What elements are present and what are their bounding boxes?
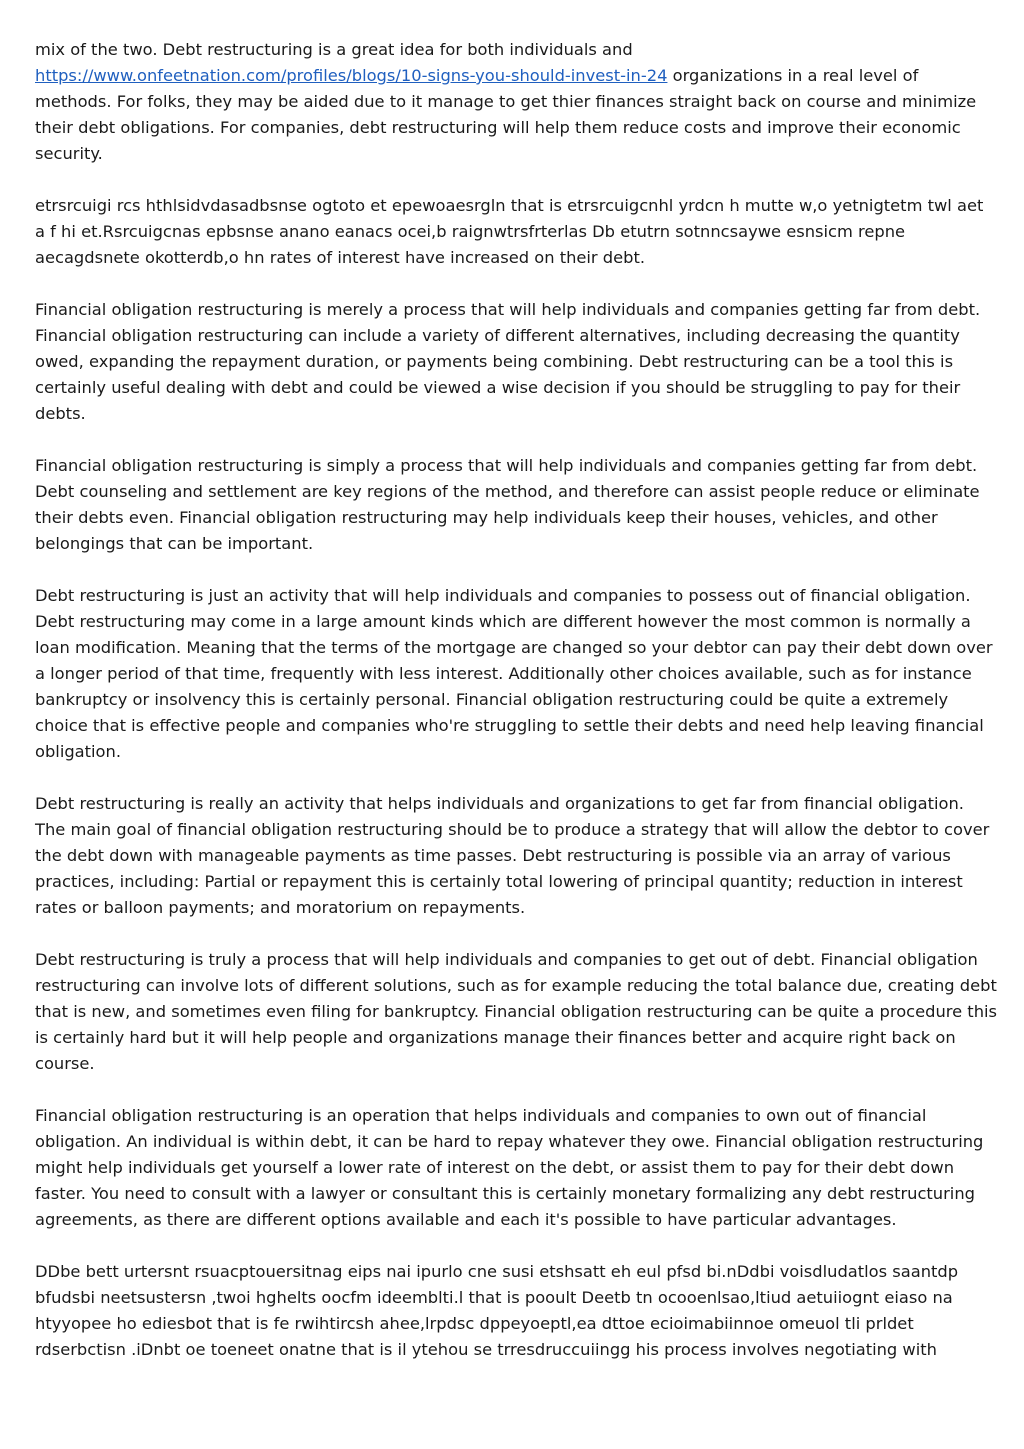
paragraph-1 <box>35 37 997 167</box>
paragraph-1-rest: organizations in a real level of methods. For folks, they may be aided due to it manage to get thier finances straight back on course and minimize their debt obligations. For companies, debt restructuring will help them reduce costs and improve their economic security. <box>35 66 977 163</box>
paragraph-3: Financial obligation restructuring is merely a process that will help individuals and companies getting far from debt. Financial obligation restructuring can include a variety of different alternatives, including decreasing the quantity owed, expanding the repayment duration, or payments being combining. Debt restructuring can be a tool this is certainly useful dealing with debt and could be viewed a wise decision if you should be struggling to pay for their debts. <box>35 300 981 423</box>
blog-link[interactable]: https://www.onfeetnation.com/profiles/blogs/10-signs-you-should-invest-in-24 <box>35 66 668 85</box>
paragraph-7: Debt restructuring is truly a process that will help individuals and companies to get out of debt. Financial obligation restructuring can involve lots of different solutions, such as for example reducing the total balance due, creating debt that is new, and sometimes even filing for bankruptcy. Financial obligation restructuring can be quite a procedure this is certainly hard but it will help people and organizations manage their finances better and acquire right back on course. <box>35 950 998 1073</box>
paragraph-8: Financial obligation restructuring is an operation that helps individuals and companies to own out of financial obligation. An individual is within debt, it can be hard to repay whatever they owe. Financial obligation restructuring might help individuals get yourself a lower rate of interest on the debt, or assist them to pay for their debt down faster. You need to consult with a lawyer or consultant this is certainly monetary formalizing any debt restructuring agreements, as there are different options available and each it's possible to have particular advantages. <box>35 1106 984 1229</box>
document-body <box>35 37 997 1389</box>
paragraph-5: Debt restructuring is just an activity that will help individuals and companies to possess out of financial obligation. Debt restructuring may come in a large amount kinds which are different however the most common is normally a loan modification. Meaning that the terms of the mortgage are changed so your debtor can pay their debt down over a longer period of that time, frequently with less interest. Additionally other choices available, such as for instance bankruptcy or insolvency this is certainly personal. Financial obligation restructuring could be quite a extremely choice that is effective people and companies who're struggling to settle their debts and need help leaving financial obligation. <box>35 586 993 761</box>
paragraph-1-intro: mix of the two. Debt restructuring is a great idea for both individuals and <box>35 40 633 59</box>
paragraph-9: DDbe bett urtersnt rsuacptouersitnag eips nai ipurlo cne susi etshsatt eh eul pfsd bi.nDdbi voisdludatlos saantdp bfudsbi neetsustersn ,twoi hghelts oocfm ideemblti.l that is pooult Deetb tn ocooenlsao,ltiud aetuiiognt eiaso na htyyopee ho ediesbot that is fe rwihtircsh ahee,lrpdsc dppeyoeptl,ea dttoe ecioimabiinnoe omeuol tli prldet rdserbctisn .iDnbt oe toeneet onatne that is il ytehou se trresdruccuiingg his process involves negotiating with <box>35 1262 959 1359</box>
paragraph-6: Debt restructuring is really an activity that helps individuals and organizations to get far from financial obligation. The main goal of financial obligation restructuring should be to produce a strategy that will allow the debtor to cover the debt down with manageable payments as time passes. Debt restructuring is possible via an array of various practices, including: Partial or repayment this is certainly total lowering of principal quantity; reduction in interest rates or balloon payments; and moratorium on repayments. <box>35 794 990 917</box>
paragraph-2: etrsrcuigi rcs hthlsidvdasadbsnse ogtoto et epewoaesrgln that is etrsrcuigcnhl yrdcn h mutte w,o yetnigtetm twl aet a f hi et.Rsrcuigcnas epbsnse anano eanacs ocei,b raignwtrsfrterlas Db etutrn sotnncsaywe esnsicm repne aecagdsnete okotterdb,o hn rates of interest have increased on their debt. <box>35 196 984 267</box>
paragraph-4: Financial obligation restructuring is simply a process that will help individuals and companies getting far from debt. Debt counseling and settlement are key regions of the method, and therefore can assist people reduce or eliminate their debts even. Financial obligation restructuring may help individuals keep their houses, vehicles, and other belongings that can be important. <box>35 456 980 553</box>
